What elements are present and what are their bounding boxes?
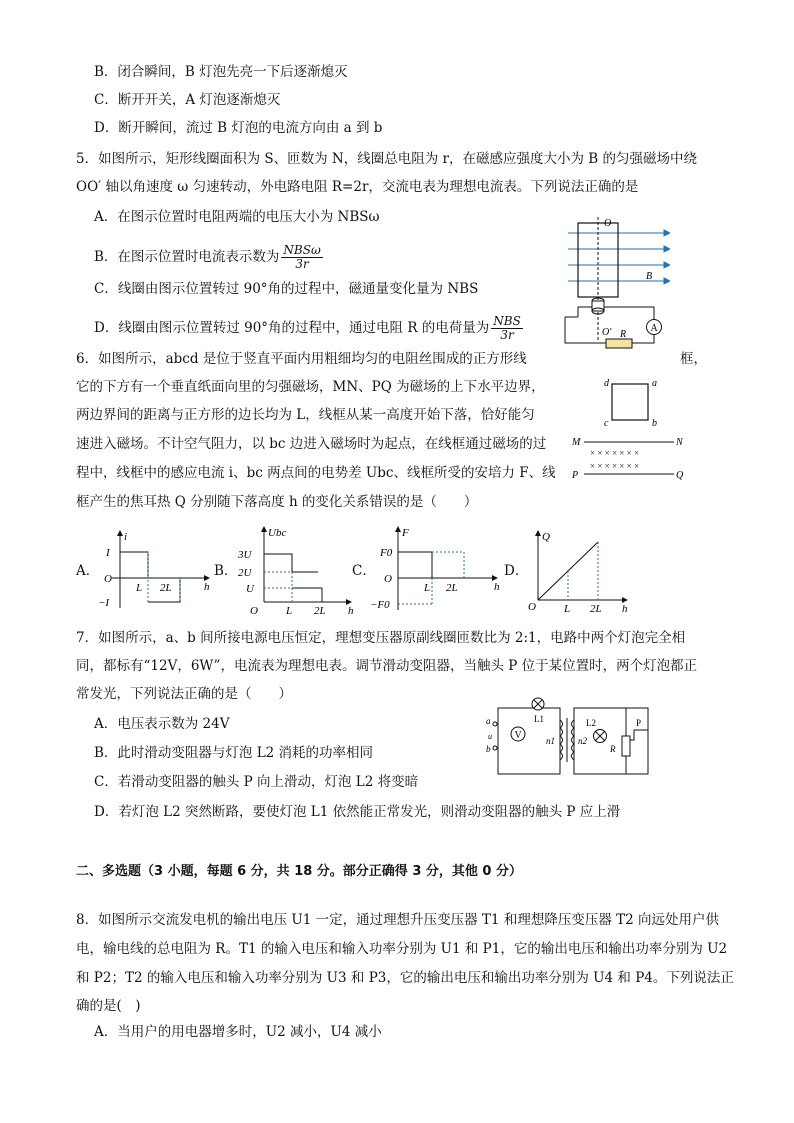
square-frame xyxy=(612,384,648,420)
ammeter-label: A xyxy=(650,323,658,334)
q4-option-d: D．断开瞬间，流过 B 灯泡的电流方向由 a 到 b xyxy=(94,120,383,136)
graph-d-origin: O xyxy=(528,601,536,613)
q6-graph-c xyxy=(368,524,502,616)
section-2-heading: 二、多选题（3 小题，每题 6 分，共 18 分。部分正确得 3 分，其他 0 分） xyxy=(76,864,523,879)
graph-a-tick-l: L xyxy=(136,582,143,594)
q6-graph-d xyxy=(524,528,634,614)
q7-option-a: A．电压表示数为 24V xyxy=(94,716,230,732)
terminal-b-label: b xyxy=(486,744,491,754)
rheostat-r-label: R xyxy=(610,744,616,754)
q6-stem-line3: 两边界间的距离与正方形的边长均为 L，线框从某一高度开始下落，恰好能匀 xyxy=(76,407,535,423)
q6-graph-c-label: C． xyxy=(352,563,376,579)
boundary-n-label: N xyxy=(676,437,683,448)
axis-o-prime-label: O′ xyxy=(602,327,612,338)
lamp-l2-label: L2 xyxy=(586,718,596,728)
graph-b-tick-3u: 3U xyxy=(238,549,252,561)
q6-stem-line1: 6．如图所示，abcd 是位于竖直平面内用粗细均匀的电阻丝围成的正方形线 xyxy=(76,351,527,367)
graph-b-x-axis-label: h xyxy=(348,605,354,616)
graph-c-x-axis-label: h xyxy=(494,581,500,593)
q7-option-b: B．此时滑动变阻器与灯泡 L2 消耗的功率相同 xyxy=(94,745,374,761)
q6-stem-line2: 它的下方有一个垂直纸面向里的匀强磁场，MN、PQ 为磁场的上下水平边界， xyxy=(76,379,545,395)
q5-stem-line1: 5．如图所示，矩形线圈面积为 S、匝数为 N，线圈总电阻为 r，在磁感应强度大小为 B 的匀强磁场中绕 xyxy=(76,151,697,167)
boundary-p-label: P xyxy=(572,470,579,481)
q5-option-c: C．线圈由图示位置转过 90°角的过程中，磁通量变化量为 NBS xyxy=(94,281,479,297)
q5-option-d-fraction xyxy=(491,315,523,342)
lamp-l1-label: L1 xyxy=(534,714,544,724)
graph-b-tick-2l: 2L xyxy=(314,605,326,616)
q6-stem-line1-end: 框， xyxy=(680,351,707,367)
corner-c-label: c xyxy=(604,418,609,429)
graph-c-origin: O xyxy=(384,573,392,585)
voltmeter-label: V xyxy=(514,730,522,741)
q5-option-d xyxy=(94,315,525,342)
q8-option-a: A．当用户的用电器增多时，U2 减小，U4 减小 xyxy=(94,1024,382,1040)
q7-option-d: D．若灯泡 L2 突然断路，要使灯泡 L1 依然能正常发光，则滑动变阻器的触头 P 应上滑 xyxy=(94,804,621,820)
q6-graph-a xyxy=(94,528,218,614)
graph-b-tick-l: L xyxy=(286,605,293,616)
q8-stem-line4: 确的是( ) xyxy=(76,998,141,1014)
q5-option-a: A．在图示位置时电阻两端的电压大小为 NBSω xyxy=(94,209,380,225)
q6-graph-d-label: D． xyxy=(504,563,529,579)
graph-a-y-axis-label: i xyxy=(124,531,128,543)
graph-c-tick-2l: 2L xyxy=(446,582,458,594)
q8-stem-line3: 和 P2；T2 的输入电压和输入功率分别为 U3 和 P3，它的输出电压和输出功率分别为 U4 和 P4。下列说法正 xyxy=(76,970,734,986)
q6-graph-b-label: B． xyxy=(214,563,238,579)
boundary-q-label: Q xyxy=(676,470,684,481)
resistor-r-label: R xyxy=(620,329,627,340)
field-b-label: B xyxy=(646,271,653,282)
graph-a-tick-neg-i: −I xyxy=(98,597,110,609)
corner-a-label: a xyxy=(652,378,657,389)
graph-c-y-axis-label: F xyxy=(402,527,409,539)
svg-text:× × × × × × ×: × × × × × × × xyxy=(590,448,640,458)
graph-a-tick-2l: 2L xyxy=(160,582,172,594)
q5-stem-line2: OO′ 轴以角速度 ω 匀速转动，外电路电阻 R=2r，交流电表为理想电流表。下列说法正确的是 xyxy=(76,179,639,195)
graph-c-tick-l: L xyxy=(424,582,431,594)
q6-graph-a-label: A． xyxy=(76,563,100,579)
boundary-m-label: M xyxy=(572,437,581,448)
q7-option-c: C．若滑动变阻器的触头 P 向上滑动，灯泡 L2 将变暗 xyxy=(94,774,419,790)
source-u-label: u xyxy=(488,732,492,741)
q5-coil-figure xyxy=(560,215,670,355)
graph-d-y-axis-label: Q xyxy=(542,531,550,543)
q5-option-b-fraction xyxy=(281,244,322,271)
q7-stem-line1: 7．如图所示，a、b 间所接电源电压恒定，理想变压器原副线圈匝数比为 2:1，电路中两个灯泡完全相 xyxy=(76,630,686,646)
graph-b-tick-u: U xyxy=(246,583,254,595)
fraction-denominator: 3r xyxy=(500,328,514,342)
slider-p-label: P xyxy=(636,718,642,728)
graph-c-tick-f0: F0 xyxy=(380,547,393,559)
axis-o-label: O xyxy=(604,218,612,229)
graph-d-tick-2l: 2L xyxy=(590,603,602,614)
corner-b-label: b xyxy=(652,418,657,429)
q7-transformer-figure xyxy=(482,694,662,780)
fraction-numerator: NBS xyxy=(493,314,521,328)
corner-d-label: d xyxy=(604,378,609,389)
q6-frame-figure xyxy=(566,372,690,487)
graph-b-origin: O xyxy=(250,605,258,616)
q6-stem-line4: 速进入磁场。不计空气阻力，以 bc 边进入磁场时为起点，在线框通过磁场的过 xyxy=(76,436,547,452)
q4-option-b: B．闭合瞬间，B 灯泡先亮一下后逐渐熄灭 xyxy=(94,64,348,80)
coil-n1-label: n1 xyxy=(546,736,555,746)
fraction-numerator: NBSω xyxy=(283,243,321,257)
q5-option-b xyxy=(94,244,325,271)
q6-stem-line6: 框产生的焦耳热 Q 分别随下落高度 h 的变化关系错误的是（ ） xyxy=(76,494,478,510)
q5-option-b-text: B．在图示位置时电流表示数为 xyxy=(94,249,280,265)
coil-n2-label: n2 xyxy=(578,736,587,746)
terminal-a-label: a xyxy=(486,716,491,726)
q7-stem-line2: 同，都标有“12V，6W”，电流表为理想电表。调节滑动变阻器，当触头 P 位于某位置时，两个灯泡都正 xyxy=(76,658,698,674)
graph-d-tick-l: L xyxy=(564,603,571,614)
q8-stem-line1: 8．如图所示交流发电机的输出电压 U1 一定，通过理想升压变压器 T1 和理想降压变压器 T2 向远处用户供 xyxy=(76,912,719,928)
q7-stem-line3: 常发光，下列说法正确的是（ ） xyxy=(76,686,292,702)
graph-a-x-axis-label: h xyxy=(204,581,210,593)
graph-b-tick-2u: 2U xyxy=(238,567,252,579)
q6-stem-line5: 程中，线框中的感应电流 i、bc 两点间的电势差 Ubc、线框所受的安培力 F、线 xyxy=(76,465,556,481)
svg-text:× × × × × × ×: × × × × × × × xyxy=(590,461,640,471)
graph-c-tick-neg-f0: −F0 xyxy=(370,599,390,611)
fraction-denominator: 3r xyxy=(295,257,309,271)
graph-d-x-axis-label: h xyxy=(622,603,628,614)
q5-option-d-text: D．线圈由图示位置转过 90°角的过程中，通过电阻 R 的电荷量为 xyxy=(94,320,490,336)
q6-graph-b xyxy=(230,524,358,616)
graph-a-tick-i: I xyxy=(106,547,110,559)
q8-stem-line2: 电，输电线的总电阻为 R。T1 的输入电压和输入功率分别为 U1 和 P1，它的输出电压和输出功率分别为 U2 xyxy=(76,941,728,957)
graph-b-y-axis-label: Ubc xyxy=(268,527,287,539)
graph-a-origin: O xyxy=(104,573,112,585)
q4-option-c: C．断开开关，A 灯泡逐渐熄灭 xyxy=(94,92,281,108)
